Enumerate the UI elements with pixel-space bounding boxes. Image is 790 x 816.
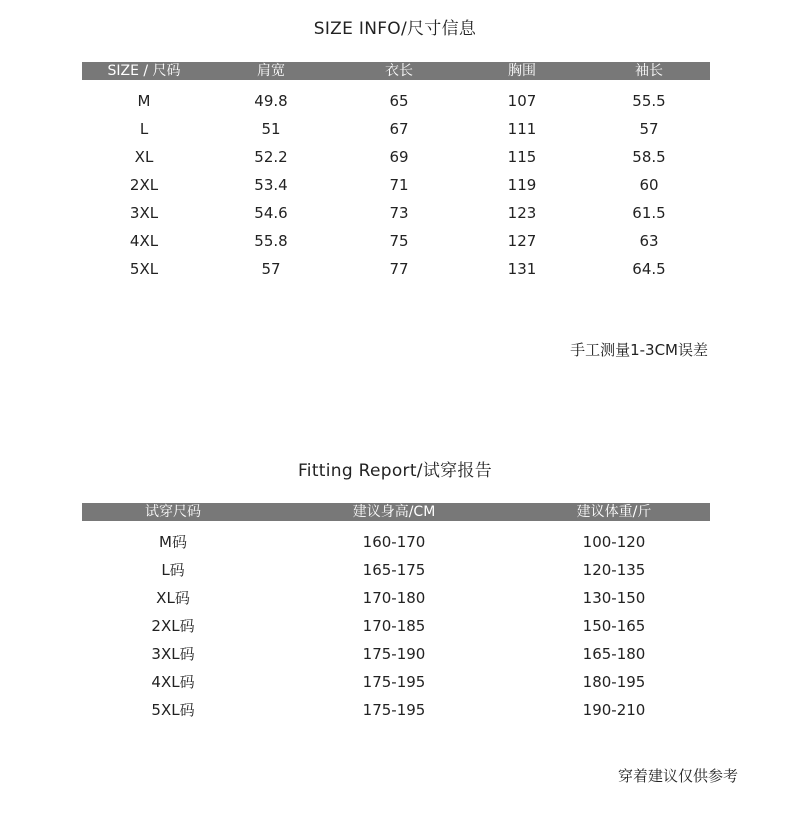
fitting-table-row xyxy=(82,672,710,692)
size-table-cell: 115 xyxy=(507,148,537,166)
size-header-shoulder: 肩宽 xyxy=(257,63,285,79)
size-table-cell: M xyxy=(137,92,151,110)
fitting-table-cell: 165-180 xyxy=(582,645,646,663)
size-table-row xyxy=(82,175,710,195)
fitting-table-row xyxy=(82,616,710,636)
fitting-table-cell: 150-165 xyxy=(582,617,646,635)
fitting-table-cell: 120-135 xyxy=(582,561,646,579)
size-table-row xyxy=(82,119,710,139)
fitting-table-cell: 170-185 xyxy=(362,617,426,635)
size-table-cell: L xyxy=(139,120,149,138)
size-table-cell: 57 xyxy=(639,120,659,138)
fitting-table-cell: 5XL码 xyxy=(151,701,195,719)
fitting-table-cell: 175-195 xyxy=(362,673,426,691)
size-table-cell: 75 xyxy=(389,232,409,250)
size-table-cell: 4XL xyxy=(129,232,159,250)
size-table-cell: 77 xyxy=(389,260,409,278)
size-table-cell: 67 xyxy=(389,120,409,138)
size-table-row xyxy=(82,91,710,111)
fitting-header-height: 建议身高/CM xyxy=(352,504,436,520)
size-table-cell: 58.5 xyxy=(632,148,666,166)
size-table-cell: 3XL xyxy=(129,204,159,222)
size-table-cell: 60 xyxy=(639,176,659,194)
fitting-table-row xyxy=(82,532,710,552)
size-table-cell: 111 xyxy=(507,120,537,138)
size-table-cell: 119 xyxy=(507,176,537,194)
fitting-table-cell: 3XL码 xyxy=(151,645,195,663)
size-header-chest: 胸围 xyxy=(508,63,536,79)
size-header-size: SIZE / 尺码 xyxy=(107,63,181,79)
fitting-table-cell: L码 xyxy=(161,561,185,579)
size-table-cell: 69 xyxy=(389,148,409,166)
size-table-cell: 5XL xyxy=(129,260,159,278)
fitting-table-cell: 165-175 xyxy=(362,561,426,579)
fitting-table-cell: 175-190 xyxy=(362,645,426,663)
size-table-cell: 127 xyxy=(507,232,537,250)
size-table-cell: 65 xyxy=(389,92,409,110)
size-table-cell: 71 xyxy=(389,176,409,194)
fitting-table-cell: M码 xyxy=(159,533,187,551)
size-table-cell: 53.4 xyxy=(254,176,288,194)
fitting-table-cell: XL码 xyxy=(156,589,190,607)
fitting-header-weight: 建议体重/斤 xyxy=(576,504,652,520)
size-table-cell: 131 xyxy=(507,260,537,278)
size-header-sleeve: 袖长 xyxy=(635,63,663,79)
size-table-cell: XL xyxy=(134,148,154,166)
size-table-cell: 2XL xyxy=(129,176,159,194)
size-table-cell: 57 xyxy=(261,260,281,278)
fitting-table-row xyxy=(82,700,710,720)
fitting-note: 穿着建议仅供参考 xyxy=(617,767,738,785)
fitting-table-cell: 100-120 xyxy=(582,533,646,551)
fitting-table-row xyxy=(82,560,710,580)
fitting-table-cell: 170-180 xyxy=(362,589,426,607)
size-table-cell: 123 xyxy=(507,204,537,222)
size-table-cell: 63 xyxy=(639,232,659,250)
fitting-table-cell: 130-150 xyxy=(582,589,646,607)
size-table-cell: 73 xyxy=(389,204,409,222)
measurement-note: 手工测量1-3CM误差 xyxy=(570,341,708,359)
size-header-length: 衣长 xyxy=(385,63,413,79)
fitting-table-row xyxy=(82,644,710,664)
fitting-header-size: 试穿尺码 xyxy=(145,504,201,520)
size-table-cell: 49.8 xyxy=(254,92,288,110)
size-table-cell: 51 xyxy=(261,120,281,138)
size-table-cell: 54.6 xyxy=(254,204,288,222)
size-table-cell: 64.5 xyxy=(632,260,666,278)
size-table-cell: 55.8 xyxy=(254,232,288,250)
size-table-cell: 107 xyxy=(507,92,537,110)
fitting-table-cell: 190-210 xyxy=(582,701,646,719)
fitting-table-cell: 2XL码 xyxy=(151,617,195,635)
size-table-cell: 52.2 xyxy=(254,148,288,166)
size-table-cell: 61.5 xyxy=(632,204,666,222)
fitting-table-cell: 4XL码 xyxy=(151,673,195,691)
fitting-table-cell: 175-195 xyxy=(362,701,426,719)
size-info-title: SIZE INFO/尺寸信息 xyxy=(313,19,477,39)
fitting-table-cell: 180-195 xyxy=(582,673,646,691)
size-table-cell: 55.5 xyxy=(632,92,666,110)
size-table-row xyxy=(82,231,710,251)
size-table-row xyxy=(82,259,710,279)
size-table-row xyxy=(82,203,710,223)
fitting-table-cell: 160-170 xyxy=(362,533,426,551)
fitting-report-title: Fitting Report/试穿报告 xyxy=(297,461,493,481)
size-table-row xyxy=(82,147,710,167)
fitting-table-header xyxy=(82,503,710,521)
fitting-table-row xyxy=(82,588,710,608)
size-table-header xyxy=(82,62,710,80)
